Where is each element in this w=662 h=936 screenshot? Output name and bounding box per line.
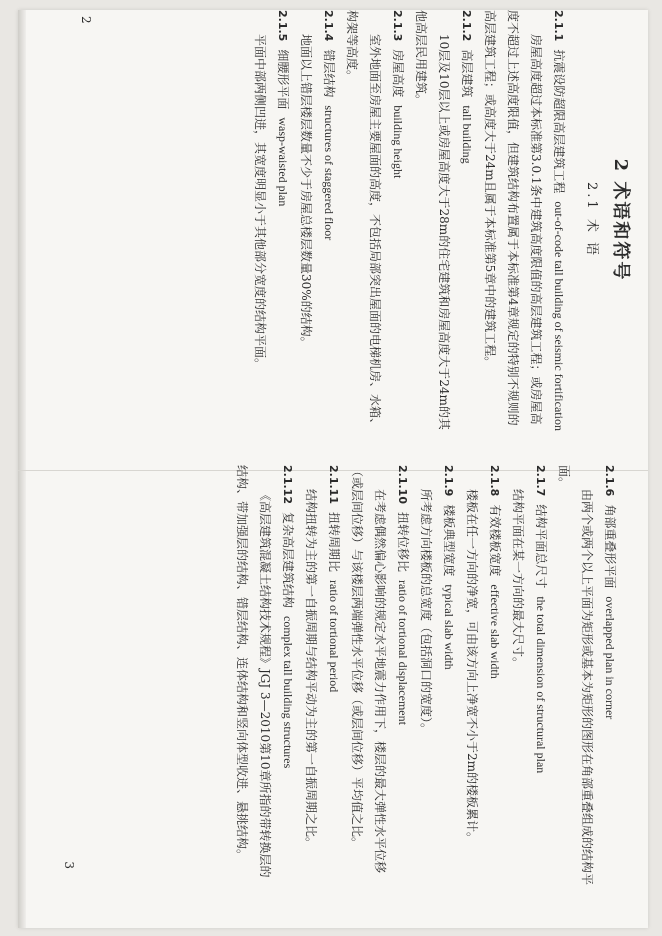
term-definition: 楼板在任一方向的净宽，可由该方向上净宽不小于2m的楼板累计。: [465, 489, 479, 845]
term-number: 2.1.2: [460, 10, 473, 42]
page-3: [51, 465, 621, 885]
term-en: structures of staggered floor: [322, 105, 336, 241]
term-entry: [230, 465, 299, 885]
term-definition: 室外地面至房屋主要屋面的高度，不包括局部突出屋面的电梯机房、水箱、构架等高度。: [345, 10, 382, 431]
term-number: 2.1.12: [281, 465, 294, 504]
term-en: typical slab width: [442, 584, 456, 670]
term-entry: [506, 465, 552, 885]
term-definition: 结构扭转为主的第一自振周期与结构平动为主的第一自振周期之比。: [304, 489, 318, 850]
binding-edge: [18, 10, 26, 928]
term-number: 2.1.1: [552, 10, 565, 42]
term-en: building height: [391, 105, 405, 179]
term-en: wasp-waisted plan: [276, 117, 290, 207]
page-number: 3: [62, 861, 76, 869]
term-entry: [552, 465, 621, 885]
term-definition: 由两个或两个以上平面为矩形或基本为矩形的图形在角部重叠组成的结构平面。: [557, 465, 594, 886]
term-definition: 房屋高度超过本标准第3.0.1条中建筑高度限值的高层建筑工程；或房屋高度不超过上述高度限值，但建筑结构布置属于本标准第4章规定的特别不规则的高层建筑工程；或高度大于24m且属于本标准第5章中的建筑工程。: [483, 10, 543, 426]
term-zh: 抗震设防超限高层建筑工程: [552, 49, 566, 194]
term-zh: 高层建筑: [460, 49, 474, 98]
term-en: overlapped plan in corner: [603, 596, 617, 720]
term-zh: 角部重叠形平面: [603, 504, 617, 589]
page-2: [68, 10, 638, 430]
term-definition: 平面中部两侧凹进，其宽度明显小于其他部分宽度的结构平面。: [253, 34, 267, 371]
term-definition: 10层及10层以上或房屋高度大于28m的住宅建筑和房屋高度大于24m的其他高层民用建筑。: [414, 10, 451, 430]
term-number: 2.1.3: [391, 10, 404, 42]
term-zh: 复杂高层建筑结构: [281, 511, 295, 608]
term-zh: 扭转位移比: [396, 511, 410, 572]
term-en: out-of-code tall building of seismic fortification: [552, 201, 566, 431]
term-number: 2.1.11: [327, 465, 340, 504]
term-entry: [248, 10, 294, 430]
term-number: 2.1.5: [276, 10, 289, 42]
term-number: 2.1.4: [322, 10, 335, 42]
term-definition: 地面以上错层楼层数量不少于房屋总楼层数量30%的结构。: [299, 34, 313, 349]
term-zh: 扭转周期比: [327, 511, 341, 572]
term-zh: 房屋高度: [391, 49, 405, 98]
term-en: complex tall building structures: [281, 616, 295, 769]
term-entry: [409, 10, 478, 430]
term-en: the total dimension of structural plan: [534, 596, 548, 774]
term-en: ratio of tortional displacement: [396, 580, 410, 725]
term-definition: 结构平面在某一方向的最大尺寸。: [511, 489, 525, 670]
term-definition: 《高层建筑混凝土结构技术规程》JGJ 3—2010第10章所指的带转换层的结构、带加强层的结构、错层结构、连体结构和竖向体型收进、悬挑结构。: [235, 465, 272, 878]
chapter-title: 2 术语和符号: [610, 158, 631, 282]
term-number: 2.1.6: [603, 465, 616, 497]
term-number: 2.1.7: [534, 465, 547, 497]
term-definition: 所考虑方向楼板的总宽度（包括洞口的宽度）。: [419, 489, 433, 736]
term-number: 2.1.10: [396, 465, 409, 504]
term-zh: 细腰形平面: [276, 49, 290, 110]
term-number: 2.1.9: [442, 465, 455, 497]
term-entry: [294, 10, 340, 430]
term-entry: [460, 465, 506, 885]
term-zh: 错层结构: [322, 49, 336, 98]
term-entry: [340, 10, 409, 430]
term-number: 2.1.8: [488, 465, 501, 497]
term-zh: 有效楼板宽度: [488, 504, 502, 577]
term-zh: 楼板典型宽度: [442, 504, 456, 577]
term-en: effective slab width: [488, 584, 502, 679]
term-definition: 在考虑偶然偏心影响的规定水平地震力作用下，楼层的最大弹性水平位移（或层间位移）与该楼层两端弹性水平位移（或层间位移）平均值之比。: [350, 465, 387, 874]
scanned-sheet: [18, 10, 648, 928]
term-entry: [414, 465, 460, 885]
term-en: tall building: [460, 105, 474, 164]
section-title: 2.1 术 语: [584, 182, 599, 258]
page-number: 2: [79, 16, 93, 24]
term-entry: [299, 465, 345, 885]
term-en: ratio of tortional period: [327, 580, 341, 693]
term-zh: 结构平面总尺寸: [534, 504, 548, 589]
term-entry: [478, 10, 570, 430]
term-entry: [345, 465, 414, 885]
